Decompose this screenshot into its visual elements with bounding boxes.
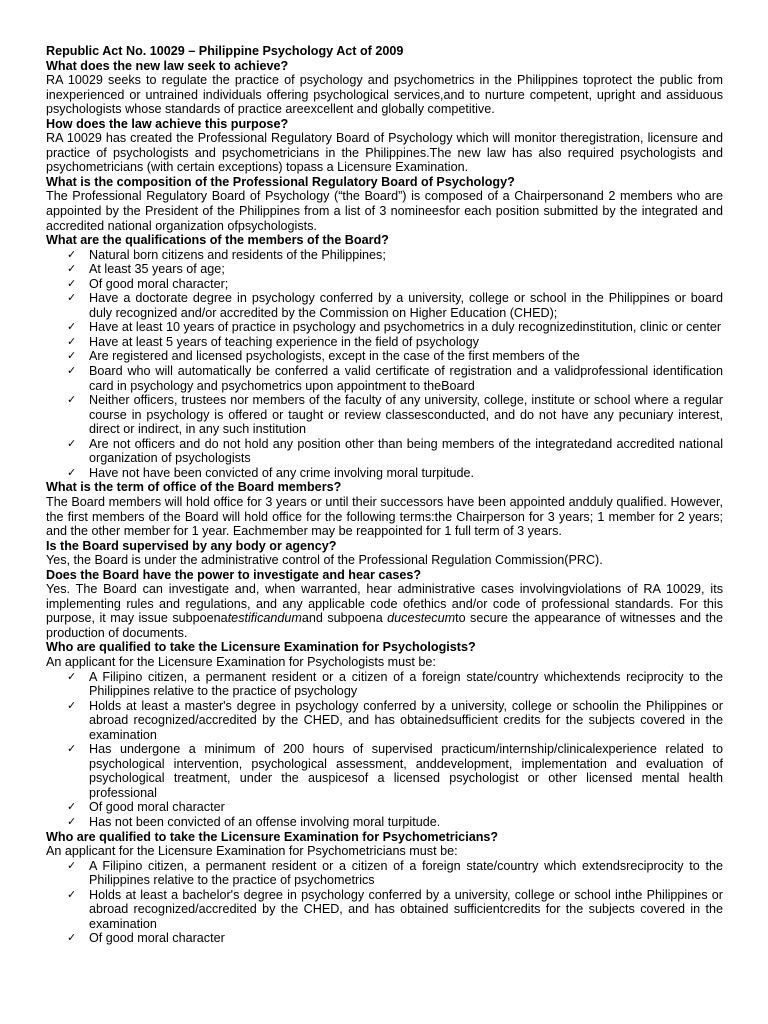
answer-how: RA 10029 has created the Professional Regulatory Board of Psychology which will monitor theregistration, licensure and practice of psychologists and psychometricians in the Philippines.The new law has also required psychologists and psychometricians (with certain exceptions) topass a Licensure Examination. (46, 131, 723, 175)
answer-achieve: RA 10029 seeks to regulate the practice of psychology and psychometrics in the Philippines toprotect the public from inexperienced or untrained individuals offering psychological services,and to nurture competent, upright and assiduous psychologists whose standards of practice areexcellent and globally competitive. (46, 73, 723, 117)
list-item: ✓ Neither officers, trustees nor members of the faculty of any university, college, institute or school where a regular course in psychology is offered or taught or review classesconducted, and do not have any pecuniary interest, direct or indirect, in any such institution (67, 393, 723, 437)
check-mark-icon: ✓ (67, 465, 77, 479)
check-mark-icon: ✓ (67, 800, 77, 814)
check-mark-icon: ✓ (67, 669, 77, 683)
list-item: ✓ Has not been convicted of an offense involving moral turpitude. (67, 814, 441, 829)
list-item: ✓ Are not officers and do not hold any position other than being members of the integratedand accredited national organization of psychologists (67, 436, 723, 466)
question-psychometricians: Who are qualified to take the Licensure Examination for Psychometricians? (46, 829, 499, 844)
intro-psychologists: An applicant for the Licensure Examination for Psychologists must be: (46, 654, 436, 669)
list-item: ✓ Natural born citizens and residents of the Philippines; (67, 247, 386, 262)
check-mark-icon: ✓ (67, 436, 77, 450)
question-qualifications: What are the qualifications of the members of the Board? (46, 233, 389, 248)
check-mark-icon: ✓ (67, 931, 77, 945)
document-page (46, 44, 723, 946)
list-item: ✓ Board who will automatically be conferred a valid certificate of registration and a validprofessional identification card in psychology and psychometrics upon appointment to theBoard (67, 364, 723, 393)
answer-composition: The Professional Regulatory Board of Psychology (“the Board”) is composed of a Chairpersonand 2 members who are appointed by the President of the Philippines from a list of 3 nomineesfor each position submitted by the integrated and accredited national organization ofpsychologists. (46, 189, 723, 233)
question-supervised: Is the Board supervised by any body or agency? (46, 538, 337, 553)
intro-psychometricians: An applicant for the Licensure Examination for Psychometricians must be: (46, 844, 458, 859)
psychometricians-list (46, 859, 723, 946)
list-item: ✓ Have at least 5 years of teaching experience in the field of psychology (67, 334, 479, 349)
question-power: Does the Board have the power to investigate and hear cases? (46, 567, 422, 582)
question-psychologists: Who are qualified to take the Licensure Examination for Psychologists? (46, 640, 476, 655)
check-mark-icon: ✓ (67, 334, 77, 348)
check-mark-icon: ✓ (67, 858, 77, 872)
document-title: Republic Act No. 10029 – Philippine Psychology Act of 2009 (46, 44, 404, 58)
check-mark-icon: ✓ (67, 742, 77, 756)
check-mark-icon: ✓ (67, 262, 77, 276)
list-item: ✓ Of good moral character; (67, 276, 229, 291)
answer-power: Yes. The Board can investigate and, when warranted, hear administrative cases involvingviolations of RA 10029, its implementing rules and regulations, and any applicable code ofethics and/or code of professional standards. For this purpose, it may issue subpoenatestificandumand subpoena ducestecumto secure the appearance of witnesses and the production of documents. (46, 582, 723, 640)
list-item: ✓ Are registered and licensed psychologists, except in the case of the first members of the (67, 349, 580, 364)
check-mark-icon: ✓ (67, 698, 77, 712)
psychologists-list (46, 670, 723, 830)
qualifications-list (46, 248, 723, 481)
list-item: ✓ Of good moral character (67, 800, 225, 815)
check-mark-icon: ✓ (67, 814, 77, 828)
check-mark-icon: ✓ (67, 349, 77, 363)
check-mark-icon: ✓ (67, 291, 77, 305)
list-item: ✓ Have at least 10 years of practice in psychology and psychometrics in a duly recognizedinstitution, clinic or center (67, 320, 722, 335)
check-mark-icon: ✓ (67, 393, 77, 407)
question-composition: What is the composition of the Professional Regulatory Board of Psychology? (46, 174, 515, 189)
list-item: ✓ Have not have been convicted of any crime involving moral turpitude. (67, 465, 475, 480)
list-item: ✓ At least 35 years of age; (67, 262, 225, 277)
check-mark-icon: ✓ (67, 320, 77, 334)
list-item: ✓ A Filipino citizen, a permanent resident or a citizen of a foreign state/country which extendsreciprocity to the Philippines relative to the practice of psychometrics (67, 858, 723, 888)
check-mark-icon: ✓ (67, 247, 77, 261)
list-item: ✓ Have a doctorate degree in psychology conferred by a university, college or school in the Philippines or board duly recognized and/or accredited by the Commission on Higher Education (CHED); (67, 291, 723, 320)
list-item: ✓ A Filipino citizen, a permanent resident or a citizen of a foreign state/country whichextends reciprocity to the Philippines relative to the practice of psychology (67, 669, 723, 699)
list-item: ✓ Holds at least a master's degree in psychology conferred by a university, college or schoolin the Philippines or abroad recognized/accredited by the CHED, and has obtainedsufficient credits for the subjects covered in the examination (67, 698, 723, 742)
list-item: ✓ Of good moral character (67, 931, 225, 946)
answer-supervised: Yes, the Board is under the administrative control of the Professional Regulation Commission(PRC). (46, 553, 603, 568)
check-mark-icon: ✓ (67, 887, 77, 901)
list-item: ✓ Has undergone a minimum of 200 hours of supervised practicum/internship/clinicalexperience related to psychological intervention, psychological assessment, anddevelopment, implementation and evaluation of psychological treatment, under the auspicesof a licensed psychologist or other licensed mental health professional (67, 742, 723, 800)
list-item: ✓ Holds at least a bachelor's degree in psychology conferred by a university, college or school inthe Philippines or abroad recognized/accredited by the CHED, and has obtained sufficientcredits for the subjects covered in the examination (67, 887, 723, 931)
question-achieve: What does the new law seek to achieve? (46, 58, 289, 73)
question-how: How does the law achieve this purpose? (46, 116, 289, 131)
check-mark-icon: ✓ (67, 276, 77, 290)
answer-term: The Board members will hold office for 3 years or until their successors have been appointed andduly qualified. However, the first members of the Board will hold office for the following terms:the Chairperson for 3 years; 1 member for 2 years; and the other member for 1 year. Eachmember may be reappointed for 1 full term of 3 years. (46, 494, 723, 539)
check-mark-icon: ✓ (67, 364, 77, 378)
question-term: What is the term of office of the Board members? (46, 480, 342, 495)
